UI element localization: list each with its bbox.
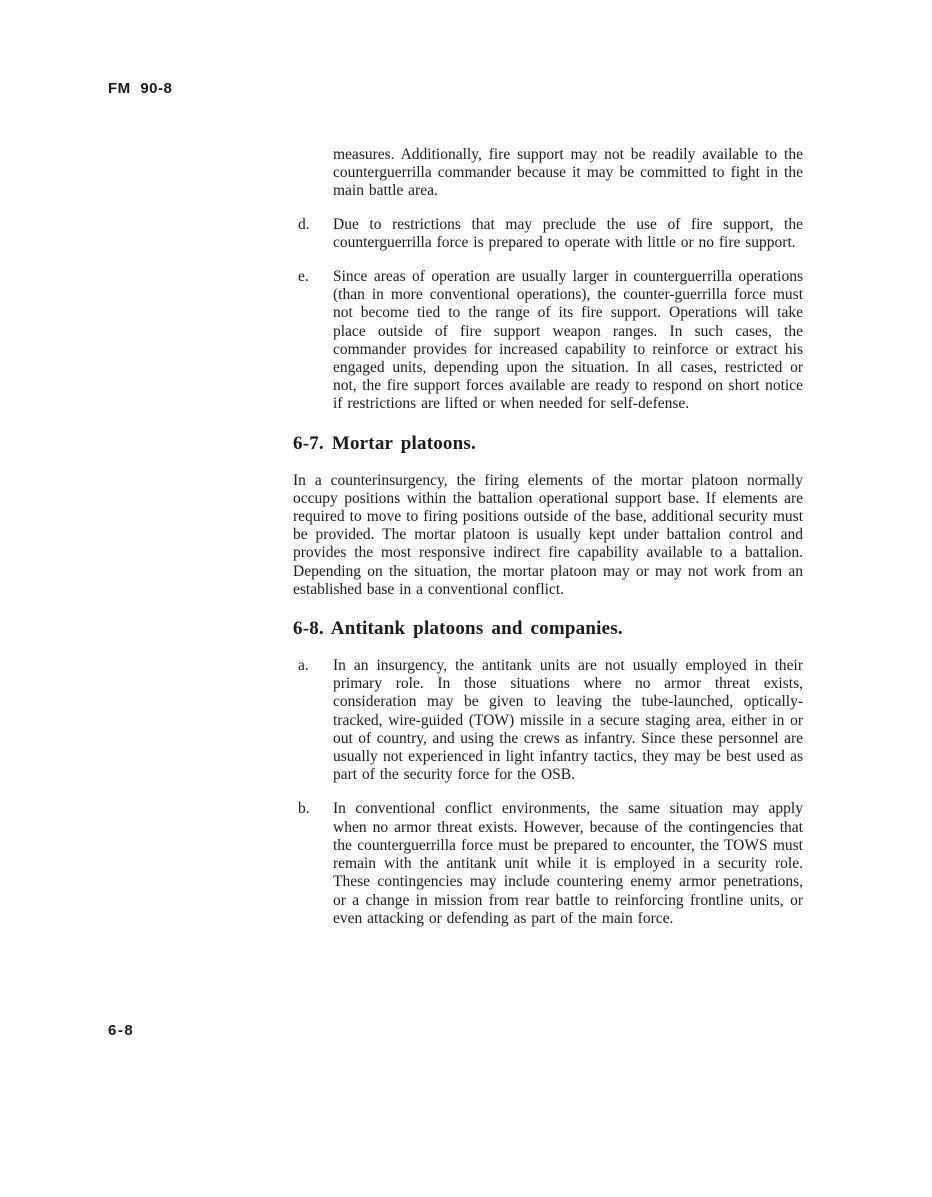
list-letter-d: d.	[298, 215, 310, 233]
list-letter-b: b.	[298, 800, 310, 818]
list-text-a: In an insurgency, the antitank units are not usually employed in their primary role. In those situations where no armor threat exists, consideration may be given to leaving the tube-launched, optically-tracked, wire-guided (TOW) missile in a secure staging area, either in or out of country, and using the crews as infantry. Since these personnel are usually not experienced in light infantry tactics, they may be best used as part of the security force for the OSB.	[333, 657, 803, 784]
list-item-b	[293, 800, 803, 927]
list-item-d	[293, 216, 803, 252]
list-text-b: In conventional conflict environments, the same situation may apply when no armor threat exists. However, because of the contingencies that the counterguerrilla force must be prepared to encounter, the TOWS must remain with the antitank unit while it is employed in a security role. These contingencies may include countering enemy armor penetrations, or a change in mission from rear battle to reinforcing frontline units, or even attacking or defending as part of the main force.	[333, 800, 803, 927]
paragraph-continuation: measures. Additionally, fire support may not be readily available to the counterguerrilla commander because it may be committed to fight in the main battle area.	[333, 146, 803, 200]
content-column	[293, 146, 803, 944]
section-heading-6-8: 6-8. Antitank platoons and companies.	[293, 618, 623, 640]
section-heading-6-7: 6-7. Mortar platoons.	[293, 432, 476, 454]
list-text-e: Since areas of operation are usually larger in counterguerrilla operations (than in more conventional operations), the counter-guerrilla force must not become tied to the range of its fire support. Operations will take place outside of fire support weapon ranges. In such cases, the commander provides for increased capability to reinforce or extract his engaged units, depending upon the situation. In all cases, restricted or not, the fire support forces available are ready to respond on short notice if restrictions are lifted or when needed for self-defense.	[333, 268, 803, 413]
section-6-7-body: In a counterinsurgency, the firing elements of the mortar platoon normally occupy positions within the battalion operational support base. If elements are required to move to firing positions outside of the base, additional security must be provided. The mortar platoon is usually kept under battalion control and provides the most responsive indirect fire capability available to a battalion. Depending on the situation, the mortar platoon may or may not work from an established base in a conventional conflict.	[293, 471, 803, 598]
page-number: 6-8	[108, 1022, 135, 1039]
document-id-header: FM 90-8	[108, 80, 173, 97]
list-letter-e: e.	[298, 268, 309, 286]
list-item-a	[293, 657, 803, 784]
list-letter-a: a.	[298, 657, 309, 675]
list-item-e	[293, 268, 803, 414]
list-text-d: Due to restrictions that may preclude the use of fire support, the counterguerrilla force is prepared to operate with little or no fire support.	[333, 215, 803, 251]
